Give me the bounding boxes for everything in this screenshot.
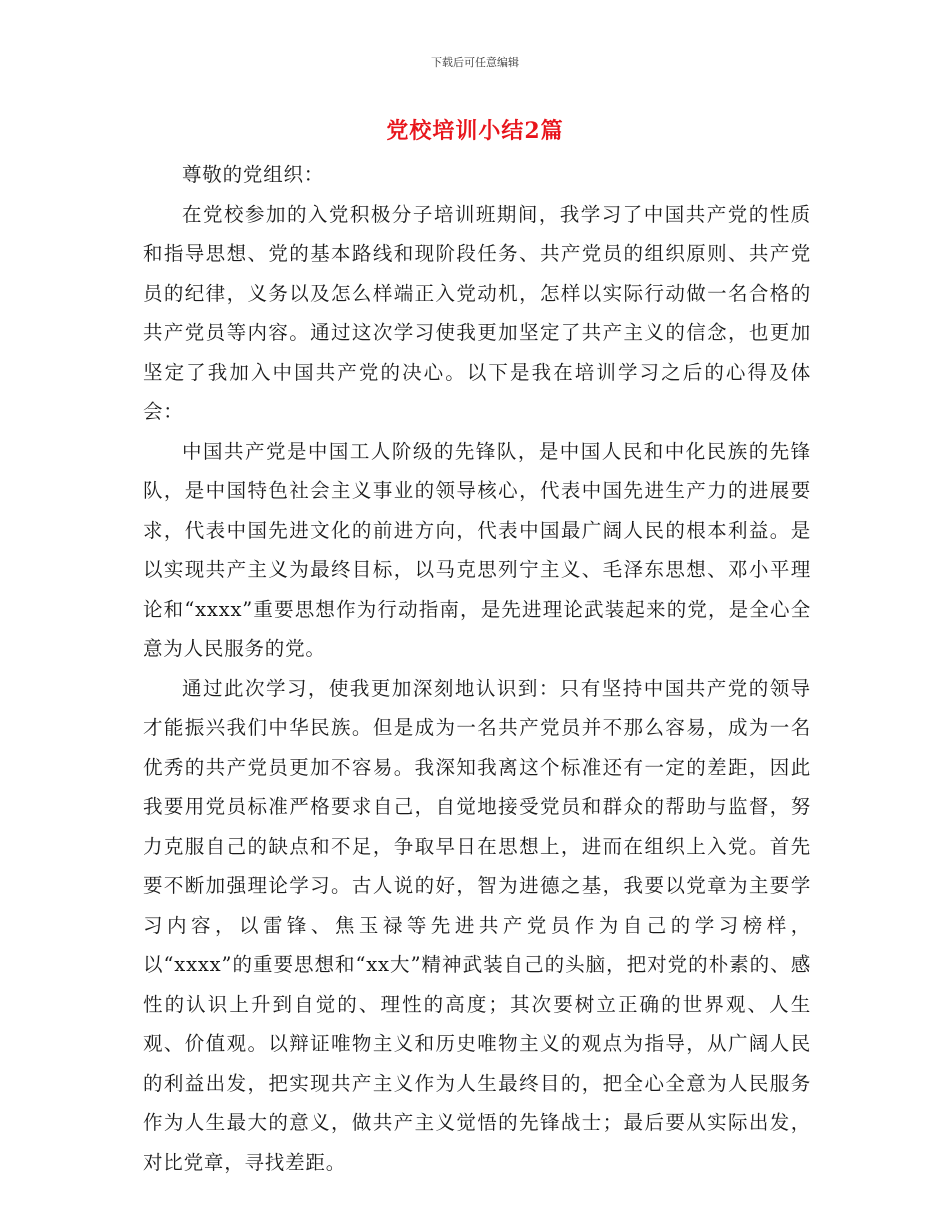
- document-title: 党校培训小结2篇: [386, 118, 564, 144]
- paragraph-1: 在党校参加的入党积极分子培训班期间，我学习了中国共产党的性质和指导思想、党的基本路线和现阶段任务、共产党员的组织原则、共产党员的纪律，义务以及怎么样端正入党动机，怎样以实际行动做一名合格的共产党员等内容。通过这次学习使我更加坚定了共产主义的信念，也更加坚定了我加入中国共产党的决心。以下是我在培训学习之后的心得及体会：: [143, 202, 811, 423]
- document-body: [143, 155, 811, 1182]
- greeting: 尊敬的党组织：: [182, 163, 325, 186]
- header-note: 下载后可任意编辑: [431, 56, 519, 69]
- paragraph-3: 通过此次学习，使我更加深刻地认识到：只有坚持中国共产党的领导才能振兴我们中华民族。但是成为一名共产党员并不那么容易，成为一名优秀的共产党员更加不容易。我深知我离这个标准还有一定的差距，因此我要用党员标准严格要求自己，自觉地接受党员和群众的帮助与监督，努力克服自己的缺点和不足，争取早日在思想上，进而在组织上入党。首先要不断加强理论学习。古人说的好，智为进德之基，我要以党章为主要学习内容，以雷锋、焦玉禄等先进共产党员作为自己的学习榜样，以“xxxx”的重要思想和“xx大”精神武装自己的头脑，把对党的朴素的、感性的认识上升到自觉的、理性的高度；其次要树立正确的世界观、人生观、价值观。以辩证唯物主义和历史唯物主义的观点为指导，从广阔人民的利益出发，把实现共产主义作为人生最终目的，把全心全意为人民服务作为人生最大的意义，做共产主义觉悟的先锋战士；最后要从实际出发，对比党章，寻找差距。: [143, 676, 811, 1174]
- paragraph-2: 中国共产党是中国工人阶级的先锋队，是中国人民和中化民族的先锋队，是中国特色社会主义事业的领导核心，代表中国先进生产力的进展要求，代表中国先进文化的前进方向，代表中国最广阔人民的根本利益。是以实现共产主义为最终目标，以马克思列宁主义、毛泽东思想、邓小平理论和“xxxx”重要思想作为行动指南，是先进理论武装起来的党，是全心全意为人民服务的党。: [143, 439, 811, 660]
